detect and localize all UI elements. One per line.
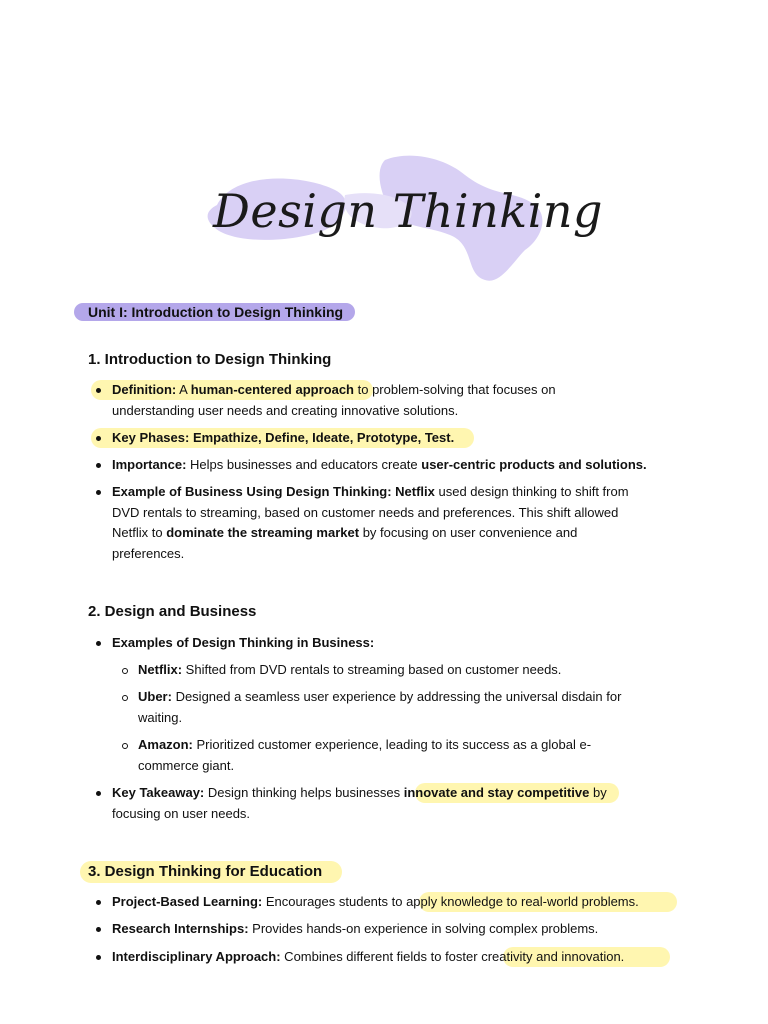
document-title: Design Thinking [213, 184, 603, 238]
title-area [195, 150, 603, 290]
list-item-importance: Importance: Helps businesses and educators create user-centric products and solutions. [112, 457, 647, 472]
sub-bullet [122, 695, 128, 701]
bullet [96, 955, 101, 960]
list-item-key-phases: Key Phases: Empathize, Define, Ideate, Prototype, Test. [112, 430, 455, 445]
sub-item-amazon: Amazon: Prioritized customer experience, leading to its success as a global e- commerce giant. [138, 737, 592, 773]
sub-bullet [122, 743, 128, 749]
bullet [96, 463, 101, 468]
list-item-examples: Examples of Design Thinking in Business: [112, 635, 375, 650]
section-heading-education: 3. Design Thinking for Education [88, 863, 323, 880]
unit-label-badge: Unit I: Introduction to Design Thinking [74, 303, 355, 321]
section-heading-intro: 1. Introduction to Design Thinking [88, 351, 332, 368]
list-item-key-takeaway: Key Takeaway: Design thinking helps businesses innovate and stay competitive by focusing on user needs. [112, 785, 607, 821]
bullet [96, 641, 101, 646]
bullet [96, 490, 101, 495]
list-item-project-based-learning: Project-Based Learning: Encourages students to apply knowledge to real-world problems. [112, 894, 639, 909]
list-item-definition: Definition: A human-centered approach to problem-solving that focuses on understanding user needs and creating innovative solutions. [112, 382, 556, 418]
list-item-netflix-example: Example of Business Using Design Thinking: Netflix used design thinking to shift from DVD rentals to streaming, based on customer needs and preferences. This shift allowed Netflix to dominate the streaming market by focusing on user convenience and preferences. [112, 484, 629, 561]
bullet [96, 900, 101, 905]
list-item-interdisciplinary: Interdisciplinary Approach: Combines different fields to foster creativity and innovation. [112, 949, 625, 964]
bullet [96, 791, 101, 796]
bullet [96, 436, 101, 441]
section-heading-business: 2. Design and Business [88, 603, 257, 620]
sub-item-uber: Uber: Designed a seamless user experience by addressing the universal disdain for waiting. [138, 689, 622, 725]
list-item-research-internships: Research Internships: Provides hands-on experience in solving complex problems. [112, 921, 599, 936]
bullet [96, 927, 101, 932]
bullet [96, 388, 101, 393]
sub-bullet [122, 668, 128, 674]
sub-item-netflix: Netflix: Shifted from DVD rentals to streaming based on customer needs. [138, 662, 562, 677]
